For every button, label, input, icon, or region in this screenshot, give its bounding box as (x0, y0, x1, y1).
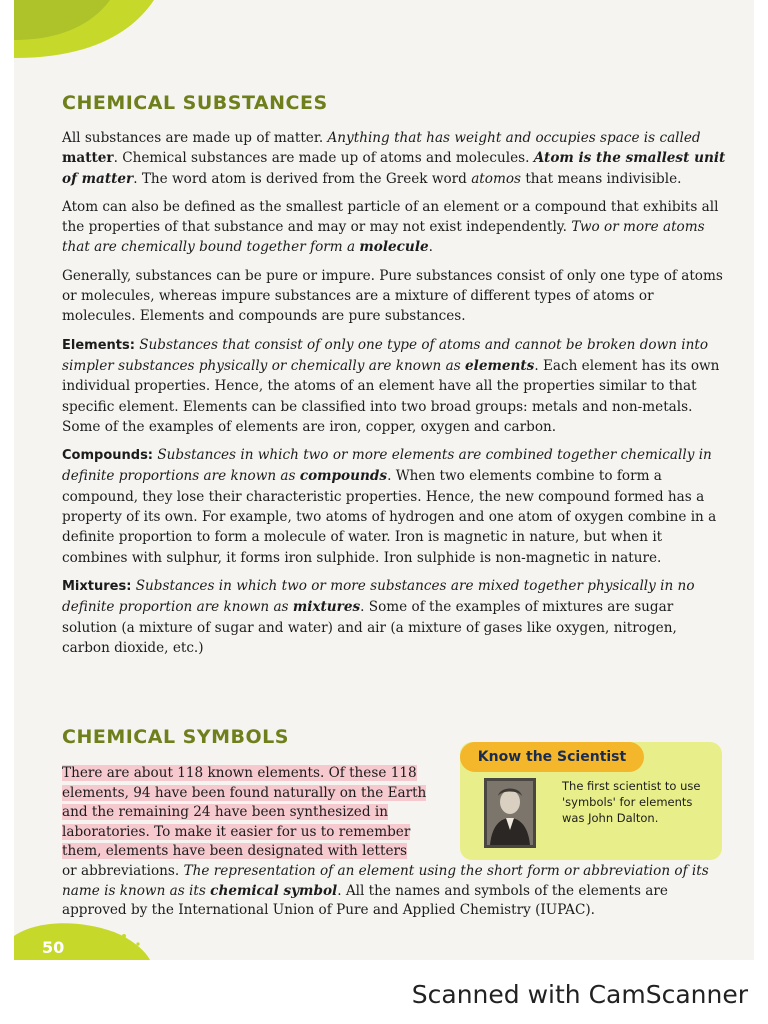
text: Atom can also be defined as the smallest particle of an element or a compound that exhibits all the properties of that substance and may or may not exist independently. (62, 198, 719, 236)
paragraph-elements (62, 335, 728, 437)
paragraph-matter (62, 128, 728, 189)
text: . Each element has its own individual properties. Hence, the atoms of an element have all the properties similar to that specific element. Elements can be classified into two broad groups: metals and non-metals. Some of the examples of elements are iron, copper, oxygen and carbon. (62, 357, 720, 435)
term-label-mixtures: Mixtures: (62, 578, 132, 594)
paragraph-pure-impure: Generally, substances can be pure or impure. Pure substances consist of only one type of atoms or molecules, whereas impure substances are a mixture of different types of atoms or molecules. Elements and compounds are pure substances. (62, 267, 723, 325)
italic-text: The representation of an element using the short form or abbreviation of its name is known as its (62, 862, 709, 899)
corner-decoration-bottom (14, 918, 154, 960)
textbook-page (14, 0, 754, 960)
italic-text: Anything that has weight and occupies space is called (327, 130, 701, 146)
italic-text: Substances that consist of only one type of atoms and cannot be broken down into simpler substances physically or chemically are known as (62, 336, 709, 374)
key-term-elements: elements (465, 357, 535, 374)
key-term-mixtures: mixtures (292, 599, 361, 616)
key-term-chemical-symbol: chemical symbol (210, 882, 338, 899)
paragraph-atom-molecule (62, 197, 728, 258)
key-term-molecule: molecule (359, 239, 429, 256)
term-label-elements: Elements: (62, 337, 135, 353)
section-heading-chemical-symbols: CHEMICAL SYMBOLS (62, 726, 289, 748)
italic-text: Substances in which two or more elements are combined together chemically in definite proportions are known as (62, 447, 712, 485)
text: . All the names and symbols of the elements are approved by the International Union of Pure and Applied Chemistry (IUPAC). (62, 882, 668, 919)
corner-decoration-top (14, 0, 154, 60)
paragraph-chemical-symbol (62, 862, 728, 921)
text: that means indivisible. (521, 170, 682, 187)
highlighted-text: There are about 118 known elements. Of these 118 elements, 94 have been found naturally on the Earth and the remaining 24 have been synthesized in laboratories. To make it easier for us to remember them, elements have been designated with letters (62, 765, 427, 860)
text: . (428, 239, 433, 256)
page-number: 50 (42, 938, 65, 957)
text: All substances are made up of matter. (62, 130, 328, 146)
know-the-scientist-title: Know the Scientist (460, 742, 644, 772)
know-the-scientist-text: The first scientist to use 'symbols' for elements was John Dalton. (562, 779, 701, 825)
key-term-compounds: compounds (299, 468, 388, 485)
text: . When two elements combine to form a compound, they lose their characteristic properties. Hence, the new compound formed has a property of its own. For example, two atoms of hydrogen and one atom of oxygen combine in a definite proportion to form a molecule of water. Iron is magnetic in nature, but when it combines with sulphur, it forms iron sulphide. Iron sulphide is non-magnetic in nature. (62, 468, 717, 566)
chemical-symbols-text (62, 764, 728, 921)
camscanner-watermark: Scanned with CamScanner (411, 980, 748, 1009)
section-heading-chemical-substances: CHEMICAL SUBSTANCES (62, 92, 328, 114)
paragraph-mixtures (62, 576, 728, 658)
paragraph-compounds (62, 445, 728, 568)
italic-text: Substances in which two or more substances are mixed together physically in no definite proportion are known as (62, 577, 695, 616)
main-text (62, 128, 728, 666)
text: . Some of the examples of mixtures are sugar solution (a mixture of sugar and water) and air (a mixture of gases like oxygen, nitrogen, carbon dioxide, etc.) (62, 599, 677, 656)
text: or abbreviations. (62, 862, 184, 879)
italic-text: atomos (471, 170, 522, 187)
text: . Chemical substances are made up of atoms and molecules. (113, 150, 534, 167)
key-term-matter: matter (62, 150, 114, 167)
term-label-compounds: Compounds: (62, 448, 154, 464)
text: . The word atom is derived from the Greek word (133, 170, 472, 187)
definition-atom: Atom is the smallest unit of matter (62, 150, 726, 187)
highlighted-paragraph (62, 764, 440, 862)
italic-text: Two or more atoms that are chemically bound together form a (62, 219, 705, 256)
